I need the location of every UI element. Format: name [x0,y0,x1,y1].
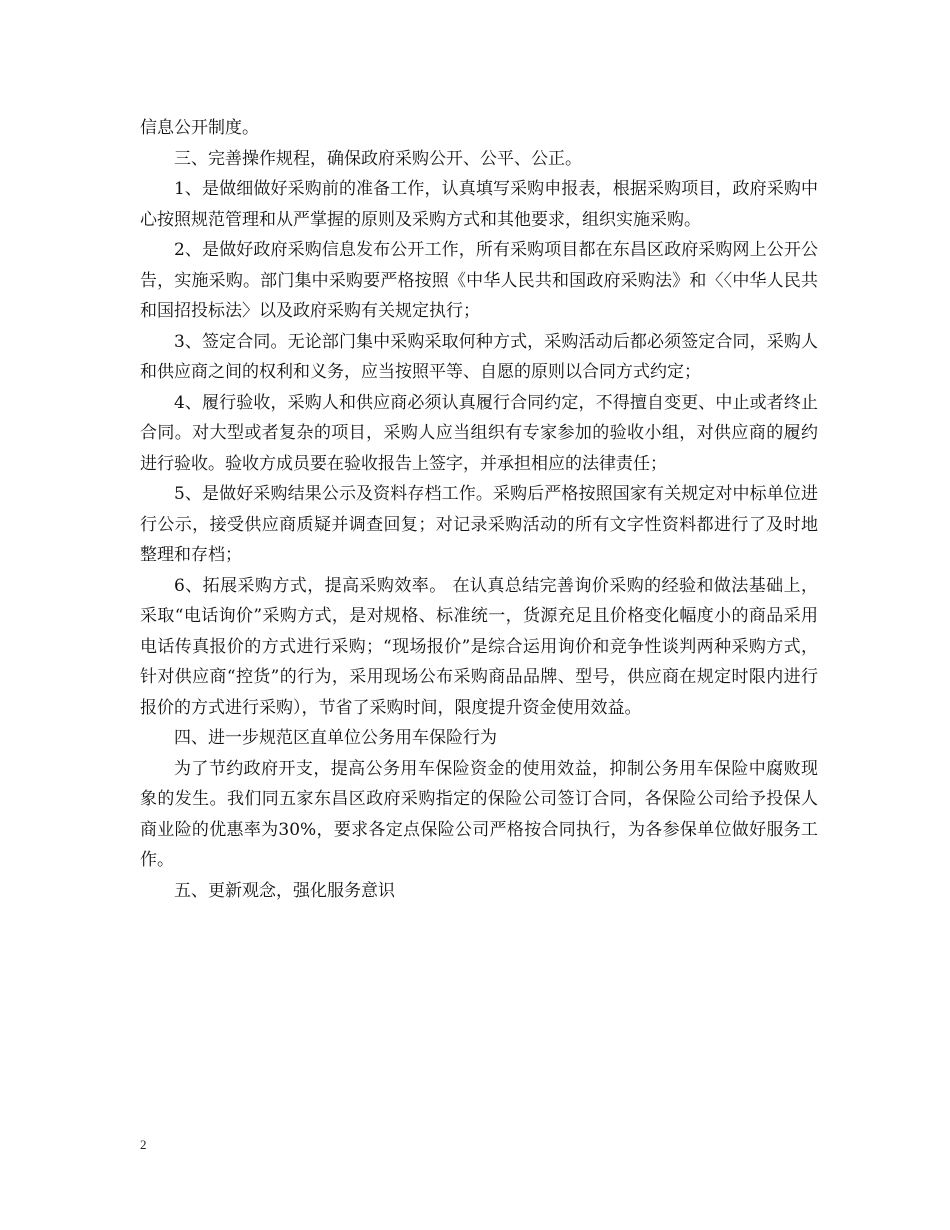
paragraph-item-3: 3、签定合同。无论部门集中采购采取何种方式，采购活动后都必须签定合同，采购人和供应商之间的权利和义务，应当按照平等、自愿的原则以合同方式约定； [140,331,818,382]
paragraph-item-2: 2、是做好政府采购信息发布公开工作，所有采购项目都在东昌区政府采购网上公开公告，实施采购。部门集中采购要严格按照《中华人民共和国政府采购法》和〈〈中华人民共和国招投标法〉以及政府采购有关规定执行； [140,240,818,321]
paragraph-insurance: 为了节约政府开支，提高公务用车保险资金的使用效益，抑制公务用车保险中腐败现象的发生。我们同五家东昌区政府采购指定的保险公司签订合同，各保险公司给予投保人商业险的优惠率为30%，要求各定点保险公司严格按合同执行，为各参保单位做好服务工作。 [140,758,818,870]
page-number: 2 [140,1137,147,1152]
section-heading-5: 五、更新观念，强化服务意识 [174,880,395,901]
paragraph-item-4: 4、履行验收，采购人和供应商必须认真履行合同约定，不得擅自变更、中止或者终止合同。对大型或者复杂的项目，采购人应当组织有专家参加的验收小组，对供应商的履约进行验收。验收方成员要在验收报告上签字，并承担相应的法律责任； [140,392,818,474]
section-heading-3: 三、完善操作规程，确保政府采购公开、公平、公正。 [174,148,582,169]
section-heading-4: 四、进一步规范区直单位公务用车保险行为 [174,728,497,748]
paragraph-item-5: 5、是做好采购结果公示及资料存档工作。采购后严格按照国家有关规定对中标单位进行公示，接受供应商质疑并调查回复；对记录采购活动的所有文字性资料都进行了及时地整理和存档； [140,484,818,565]
paragraph-1: 信息公开制度。 [140,118,259,138]
document-body [140,113,818,906]
paragraph-item-6: 6、拓展采购方式，提高采购效率。 在认真总结完善询价采购的经验和做法基础上，采取“电话询价”采购方式，是对规格、标准统一，货源充足且价格变化幅度小的商品采用电话传真报价的方式进行采购；“现场报价”是综合运用询价和竞争性谈判两种采购方式，针对供应商“控货”的行为，采用现场公布采购商品品牌、型号，供应商在规定时限内进行报价的方式进行采购），节省了采购时间，限度提升资金使用效益。 [140,575,818,718]
paragraph-item-1: 1、是做细做好采购前的准备工作，认真填写采购申报表，根据采购项目，政府采购中心按照规范管理和从严掌握的原则及采购方式和其他要求，组织实施采购。 [140,179,818,230]
